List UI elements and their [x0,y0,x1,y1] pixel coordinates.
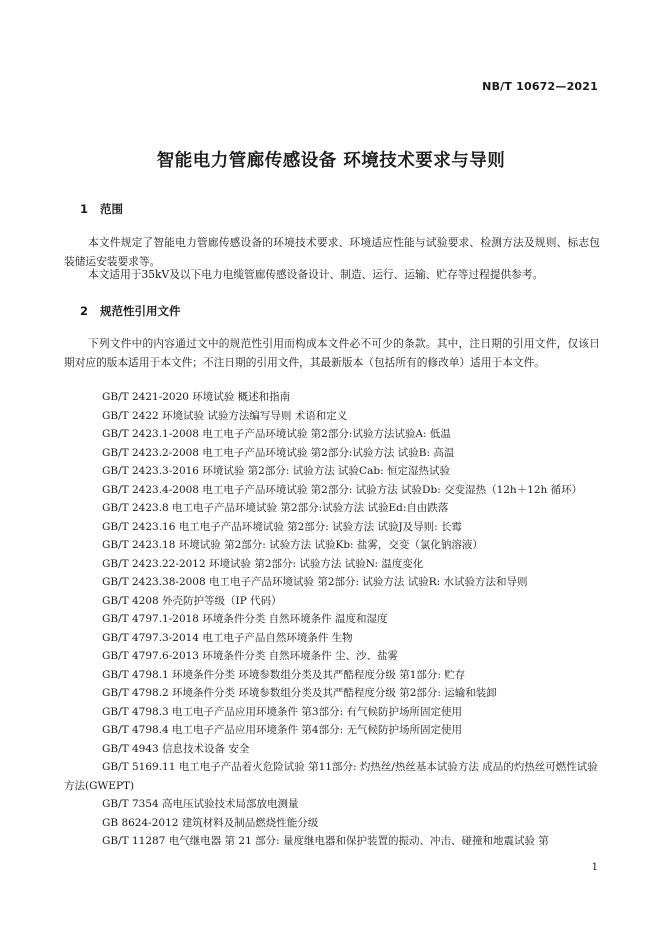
reference-item: GB/T 2422 环境试验 试验方法编写导则 术语和定义 [102,409,348,422]
reference-item: GB/T 4798.3 电工电子产品应用环境条件 第3部分: 有气候防护场所固定使用 [102,705,462,718]
reference-item: GB/T 4798.1 环境条件分类 环境参数组分类及其严酷程度分级 第1部分: 贮存 [102,668,466,681]
reference-item: GB/T 4798.4 电工电子产品应用环境条件 第4部分: 无气候防护场所固定使用 [102,724,462,736]
paragraph: 本文件规定了智能电力管廊传感设备的环境技术要求、环境适应性能与试验要求、检测方法及规则、标志包装储运安装要求等。 [64,236,600,268]
reference-item: GB/T 4798.2 环境条件分类 环境参数组分类及其严酷程度分级 第2部分: 运输和装卸 [102,687,497,699]
section-number: 1 [80,202,89,216]
reference-item: GB/T 2423.18 环境试验 第2部分: 试验方法 试验Kb: 盐雾，交变（氯化钠溶液） [102,539,483,551]
reference-item: GB/T 4943 信息技术设备 安全 [102,742,250,755]
reference-item: GB/T 4797.1-2018 环境条件分类 自然环境条件 温度和湿度 [102,613,388,625]
reference-item: GB/T 7354 高电压试验技术局部放电测量 [102,798,299,810]
section-title: 范围 [100,202,123,216]
reference-item: GB/T 2423.4-2008 电工电子产品环境试验 第2部分: 试验方法 试验Db: 交变湿热（12h＋12h 循环） [102,483,583,496]
standard-number: NB/T 10672—2021 [482,80,598,93]
section-heading-scope [80,201,123,217]
section-number: 2 [80,304,89,318]
reference-item: GB/T 2423.3-2016 环境试验 第2部分: 试验方法 试验Cab: 恒定湿热试验 [102,465,450,477]
paragraph: 本文适用于35kV及以下电力电缆管廊传感设备设计、制造、运行、运输、贮存等过程提供参考。 [88,268,544,281]
reference-item: GB/T 5169.11 电工电子产品着火危险试验 第11部分: 灼热丝/热丝基本试验方法 成品的灼热丝可燃性试验方法(GWEPT) [64,761,598,792]
reference-item: GB/T 11287 电气继电器 第 21 部分: 量度继电器和保护装置的振动、冲击、碰撞和地震试验 第 [102,835,549,847]
reference-item: GB 8624-2012 建筑材料及制品燃烧性能分级 [102,816,319,829]
reference-item: GB/T 2423.16 电工电子产品环境试验 第2部分: 试验方法 试验J及导则: 长霉 [102,520,463,533]
section-title: 规范性引用文件 [100,304,181,318]
page-number: 1 [591,862,598,873]
reference-item: GB/T 4797.6-2013 环境条件分类 自然环境条件 尘、沙、盐雾 [102,650,399,662]
reference-item: GB/T 4797.3-2014 电工电子产品自然环境条件 生物 [102,631,353,644]
reference-item: GB/T 4208 外壳防护等级（IP 代码） [102,594,282,607]
reference-item: GB/T 2421-2020 环境试验 概述和指南 [102,391,291,403]
reference-list [64,388,600,851]
reference-item: GB/T 2423.1-2008 电工电子产品环境试验 第2部分:试验方法试验A: 低温 [102,428,451,440]
reference-item: GB/T 2423.38-2008 电工电子产品环境试验 第2部分: 试验方法 试验R: 水试验方法和导则 [102,576,528,588]
reference-item: GB/T 2423.2-2008 电工电子产品环境试验 第2部分:试验方法 试验B: 高温 [102,446,455,459]
reference-item: GB/T 2423.22-2012 环境试验 第2部分: 试验方法 试验N: 温度变化 [102,557,424,570]
section-heading-references [80,303,181,319]
paragraph: 下列文件中的内容通过文中的规范性引用而构成本文件必不可少的条款。其中，注日期的引用文件，仅该日期对应的版本适用于本文件；不注日期的引用文件，其最新版本（包括所有的修改单）适用于本文件。 [64,337,600,369]
page-title: 智能电力管廊传感设备 环境技术要求与导则 [156,151,506,171]
reference-item: GB/T 2423.8 电工电子产品环境试验 第2部分:试验方法 试验Ed:自由跌落 [102,502,449,514]
